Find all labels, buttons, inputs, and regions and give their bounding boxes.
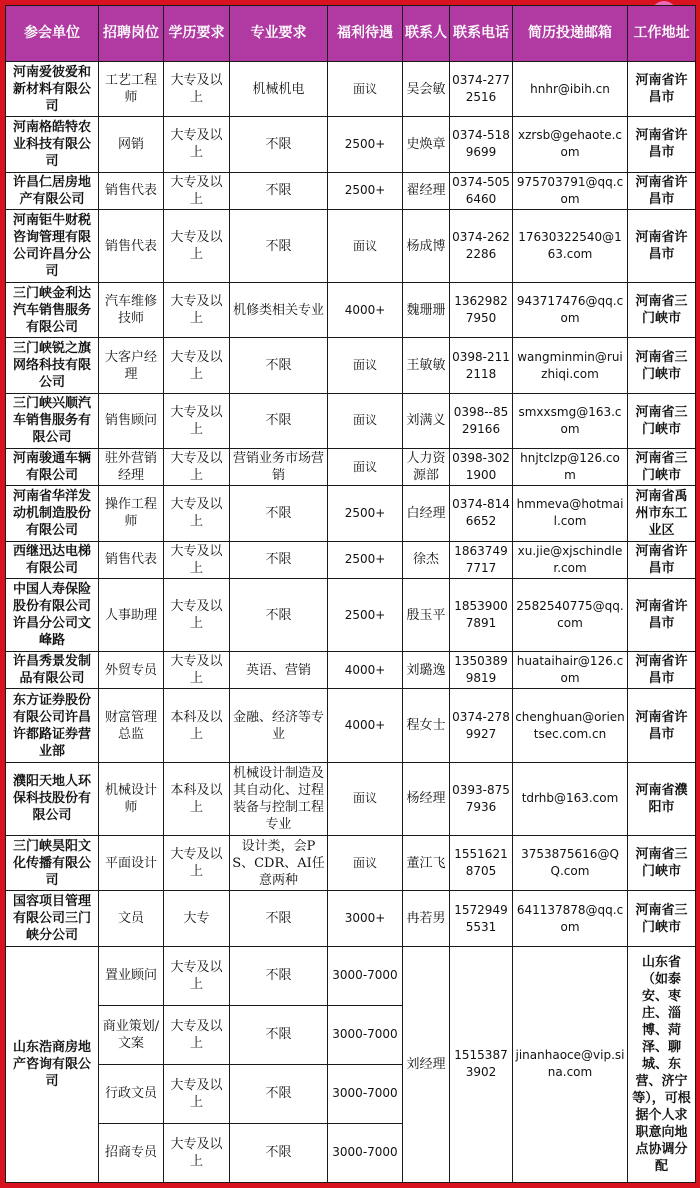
major-requirement: 营销业务市场营销 <box>230 449 328 486</box>
major-requirement: 不限 <box>230 1064 328 1123</box>
salary: 2500+ <box>328 172 403 209</box>
salary: 2500+ <box>328 541 403 578</box>
work-address: 河南省三门峡市 <box>628 836 696 891</box>
work-address: 河南省许昌市 <box>628 541 696 578</box>
salary: 4000+ <box>328 652 403 689</box>
education: 大专及以上 <box>164 1064 230 1123</box>
education: 大专及以上 <box>164 541 230 578</box>
company-name: 濮阳天地人环保科技股份有限公司 <box>6 762 99 835</box>
job-title: 汽车维修技师 <box>99 283 164 338</box>
company-name: 中国人寿保险股份有限公司许昌分公司文峰路 <box>6 578 99 651</box>
resume-email: tdrhb@163.com <box>513 762 628 835</box>
header-row <box>6 6 696 62</box>
work-address: 河南省三门峡市 <box>628 891 696 946</box>
table-row <box>6 393 696 448</box>
education: 大专及以上 <box>164 393 230 448</box>
header-phone: 联系电话 <box>450 6 513 62</box>
salary: 3000-7000 <box>328 946 403 1005</box>
resume-email: wangminmin@ruizhiqi.com <box>513 338 628 393</box>
job-title: 大客户经理 <box>99 338 164 393</box>
salary: 面议 <box>328 62 403 117</box>
company-name: 东方证券股份有限公司许昌许都路证券营业部 <box>6 689 99 762</box>
education: 大专及以上 <box>164 946 230 1005</box>
header-pay: 福利待遇 <box>328 6 403 62</box>
work-address: 河南省三门峡市 <box>628 338 696 393</box>
education: 本科及以上 <box>164 689 230 762</box>
salary: 2500+ <box>328 486 403 541</box>
contact-person: 殷玉平 <box>403 578 450 651</box>
job-title: 行政文员 <box>99 1064 164 1123</box>
resume-email: 17630322540@163.com <box>513 209 628 282</box>
job-title: 人事助理 <box>99 578 164 651</box>
phone-number: 13503899819 <box>450 652 513 689</box>
table-row <box>6 762 696 835</box>
table-row <box>6 62 696 117</box>
salary: 面议 <box>328 836 403 891</box>
company-name: 国容项目管理有限公司三门峡分公司 <box>6 891 99 946</box>
recruitment-table <box>5 5 696 1183</box>
job-title: 驻外营销经理 <box>99 449 164 486</box>
salary: 面议 <box>328 338 403 393</box>
contact-person: 刘满义 <box>403 393 450 448</box>
phone-number: 0374-5056460 <box>450 172 513 209</box>
education: 本科及以上 <box>164 762 230 835</box>
contact-person: 杨成博 <box>403 209 450 282</box>
education: 大专及以上 <box>164 338 230 393</box>
major-requirement: 机械设计制造及其自动化、过程装备与控制工程专业 <box>230 762 328 835</box>
job-title: 招商专员 <box>99 1123 164 1182</box>
job-title: 操作工程师 <box>99 486 164 541</box>
resume-email: 2582540775@qq.com <box>513 578 628 651</box>
phone-number: 0374-2789927 <box>450 689 513 762</box>
major-requirement: 不限 <box>230 1123 328 1182</box>
salary: 面议 <box>328 762 403 835</box>
education: 大专及以上 <box>164 62 230 117</box>
work-address: 河南省濮阳市 <box>628 762 696 835</box>
major-requirement: 机修类相关专业 <box>230 283 328 338</box>
education: 大专及以上 <box>164 209 230 282</box>
resume-email: 3753875616@QQ.com <box>513 836 628 891</box>
header-org: 参会单位 <box>6 6 99 62</box>
job-title: 置业顾问 <box>99 946 164 1005</box>
company-name: 三门峡昊阳文化传播有限公司 <box>6 836 99 891</box>
job-title: 财富管理总监 <box>99 689 164 762</box>
contact-person: 徐杰 <box>403 541 450 578</box>
job-title: 工艺工程师 <box>99 62 164 117</box>
salary: 面议 <box>328 393 403 448</box>
major-requirement: 不限 <box>230 891 328 946</box>
education: 大专及以上 <box>164 449 230 486</box>
table-row <box>6 946 696 1005</box>
job-title: 机械设计师 <box>99 762 164 835</box>
education: 大专及以上 <box>164 1123 230 1182</box>
work-address: 河南省许昌市 <box>628 117 696 172</box>
salary: 3000+ <box>328 891 403 946</box>
header-edu: 学历要求 <box>164 6 230 62</box>
major-requirement: 设计类，会PS、CDR、AI任意两种 <box>230 836 328 891</box>
contact-person: 董江飞 <box>403 836 450 891</box>
major-requirement: 英语、营销 <box>230 652 328 689</box>
company-name: 河南钜牛财税咨询管理有限公司许昌分公司 <box>6 209 99 282</box>
table-row <box>6 449 696 486</box>
contact-person: 刘经理 <box>403 946 450 1182</box>
table-row <box>6 172 696 209</box>
major-requirement: 机械机电 <box>230 62 328 117</box>
work-address: 河南省许昌市 <box>628 578 696 651</box>
phone-number: 0374-2622286 <box>450 209 513 282</box>
phone-number: 0398-3021900 <box>450 449 513 486</box>
phone-number: 13629827950 <box>450 283 513 338</box>
contact-person: 白经理 <box>403 486 450 541</box>
header-job: 招聘岗位 <box>99 6 164 62</box>
contact-person: 程女士 <box>403 689 450 762</box>
education: 大专及以上 <box>164 836 230 891</box>
company-name: 三门峡兴顺汽车销售服务有限公司 <box>6 393 99 448</box>
education: 大专及以上 <box>164 1005 230 1064</box>
header-addr: 工作地址 <box>628 6 696 62</box>
major-requirement: 不限 <box>230 209 328 282</box>
resume-email: jinanhaoce@vip.sina.com <box>513 946 628 1182</box>
contact-person: 吴会敏 <box>403 62 450 117</box>
company-name: 河南格皓特农业科技有限公司 <box>6 117 99 172</box>
phone-number: 0374-8146652 <box>450 486 513 541</box>
resume-email: xzrsb@gehaote.com <box>513 117 628 172</box>
phone-number: 15153873902 <box>450 946 513 1182</box>
job-title: 销售顾问 <box>99 393 164 448</box>
work-address: 河南省三门峡市 <box>628 449 696 486</box>
work-address: 河南省许昌市 <box>628 689 696 762</box>
job-title: 平面设计 <box>99 836 164 891</box>
resume-email: chenghuan@orientsec.com.cn <box>513 689 628 762</box>
major-requirement: 不限 <box>230 338 328 393</box>
table-row <box>6 283 696 338</box>
header-major: 专业要求 <box>230 6 328 62</box>
job-title: 文员 <box>99 891 164 946</box>
salary: 面议 <box>328 449 403 486</box>
table-row <box>6 338 696 393</box>
major-requirement: 金融、经济等专业 <box>230 689 328 762</box>
header-email: 简历投递邮箱 <box>513 6 628 62</box>
job-title: 商业策划/文案 <box>99 1005 164 1064</box>
resume-email: 641137878@qq.com <box>513 891 628 946</box>
work-address: 河南省三门峡市 <box>628 393 696 448</box>
company-name: 河南省华洋发动机制造股份有限公司 <box>6 486 99 541</box>
phone-number: 0398-2112118 <box>450 338 513 393</box>
salary: 2500+ <box>328 117 403 172</box>
table-row <box>6 836 696 891</box>
resume-email: hnhr@ibih.cn <box>513 62 628 117</box>
salary: 3000-7000 <box>328 1005 403 1064</box>
education: 大专及以上 <box>164 117 230 172</box>
phone-number: 0374-5189699 <box>450 117 513 172</box>
education: 大专 <box>164 891 230 946</box>
contact-person: 冉若男 <box>403 891 450 946</box>
salary: 2500+ <box>328 578 403 651</box>
phone-number: 0374-2772516 <box>450 62 513 117</box>
contact-person: 刘璐逸 <box>403 652 450 689</box>
company-name: 河南骏通车辆有限公司 <box>6 449 99 486</box>
salary: 面议 <box>328 209 403 282</box>
company-name: 西继迅达电梯有限公司 <box>6 541 99 578</box>
contact-person: 翟经理 <box>403 172 450 209</box>
table-row <box>6 117 696 172</box>
education: 大专及以上 <box>164 652 230 689</box>
job-title: 销售代表 <box>99 172 164 209</box>
work-address: 河南省许昌市 <box>628 209 696 282</box>
table-row <box>6 486 696 541</box>
table-row <box>6 209 696 282</box>
education: 大专及以上 <box>164 578 230 651</box>
company-name: 山东浩商房地产咨询有限公司 <box>6 946 99 1182</box>
phone-number: 0393-8757936 <box>450 762 513 835</box>
salary: 3000-7000 <box>328 1064 403 1123</box>
company-name: 三门峡金利达汽车销售服务有限公司 <box>6 283 99 338</box>
job-title: 销售代表 <box>99 541 164 578</box>
work-address: 河南省三门峡市 <box>628 283 696 338</box>
major-requirement: 不限 <box>230 172 328 209</box>
contact-person: 魏珊珊 <box>403 283 450 338</box>
company-name: 许昌秀景发制品有限公司 <box>6 652 99 689</box>
salary: 4000+ <box>328 283 403 338</box>
major-requirement: 不限 <box>230 541 328 578</box>
phone-number: 18539007891 <box>450 578 513 651</box>
major-requirement: 不限 <box>230 117 328 172</box>
resume-email: hnjtclzp@126.com <box>513 449 628 486</box>
table-row <box>6 891 696 946</box>
contact-person: 人力资源部 <box>403 449 450 486</box>
salary: 4000+ <box>328 689 403 762</box>
resume-email: xu.jie@xjschindler.com <box>513 541 628 578</box>
job-title: 外贸专员 <box>99 652 164 689</box>
company-name: 许昌仁居房地产有限公司 <box>6 172 99 209</box>
company-name: 河南爱彼爱和新材料有限公司 <box>6 62 99 117</box>
phone-number: 18637497717 <box>450 541 513 578</box>
education: 大专及以上 <box>164 283 230 338</box>
phone-number: 15729495531 <box>450 891 513 946</box>
contact-person: 王敏敏 <box>403 338 450 393</box>
job-title: 销售代表 <box>99 209 164 282</box>
major-requirement: 不限 <box>230 578 328 651</box>
table-row <box>6 652 696 689</box>
contact-person: 史焕章 <box>403 117 450 172</box>
work-address: 河南省禹州市东工业区 <box>628 486 696 541</box>
company-name: 三门峡锐之旗网络科技有限公司 <box>6 338 99 393</box>
table-row <box>6 578 696 651</box>
resume-email: huataihair@126.com <box>513 652 628 689</box>
salary: 3000-7000 <box>328 1123 403 1182</box>
resume-email: 943717476@qq.com <box>513 283 628 338</box>
work-address: 山东省（如泰安、枣庄、淄博、菏泽、聊城、东营、济宁等），可根据个人求职意向地点协调分配 <box>628 946 696 1182</box>
job-title: 网销 <box>99 117 164 172</box>
contact-person: 杨经理 <box>403 762 450 835</box>
table-row <box>6 541 696 578</box>
major-requirement: 不限 <box>230 393 328 448</box>
resume-email: 975703791@qq.com <box>513 172 628 209</box>
major-requirement: 不限 <box>230 946 328 1005</box>
phone-number: 15516218705 <box>450 836 513 891</box>
education: 大专及以上 <box>164 172 230 209</box>
header-contact: 联系人 <box>403 6 450 62</box>
education: 大专及以上 <box>164 486 230 541</box>
table-row <box>6 689 696 762</box>
major-requirement: 不限 <box>230 486 328 541</box>
work-address: 河南省许昌市 <box>628 172 696 209</box>
recruitment-sheet <box>5 5 695 1183</box>
phone-number: 0398--8529166 <box>450 393 513 448</box>
resume-email: hmmeva@hotmail.com <box>513 486 628 541</box>
work-address: 河南省许昌市 <box>628 652 696 689</box>
major-requirement: 不限 <box>230 1005 328 1064</box>
resume-email: smxxsmg@163.com <box>513 393 628 448</box>
work-address: 河南省许昌市 <box>628 62 696 117</box>
